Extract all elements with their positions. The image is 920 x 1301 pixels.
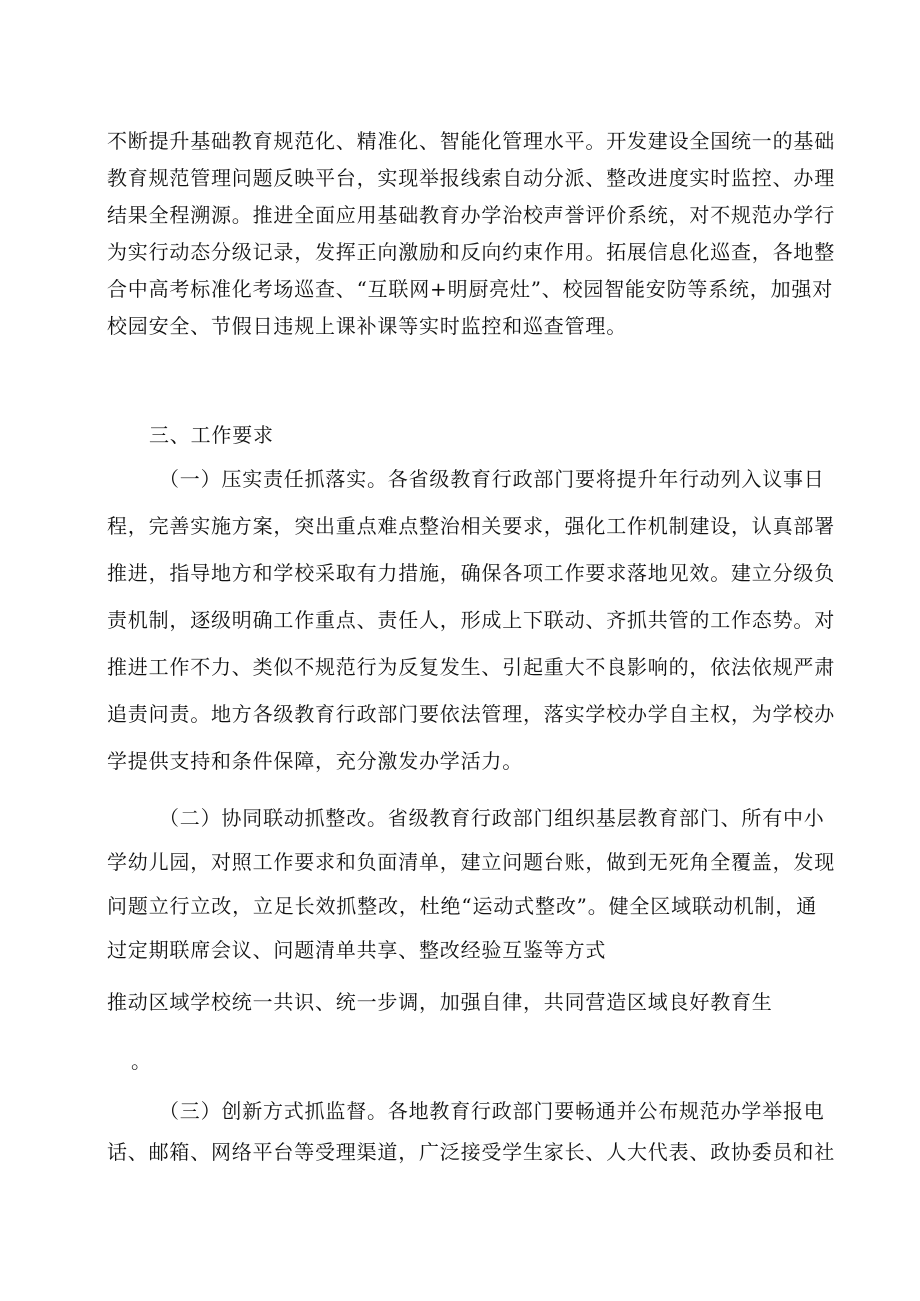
text-line: 学提供支持和条件保障，充分激发办学活力。	[107, 749, 523, 773]
text-line: 。	[131, 1049, 152, 1073]
text-line: 话、邮箱、网络平台等受理渠道，广泛接受学生家长、人大代表、政协委员和社	[107, 1140, 835, 1164]
text-line: 教育规范管理问题反映平台，实现举报线索自动分派、整改进度实时监控、办理	[107, 166, 835, 190]
text-line: 合中高考标准化考场巡查、“互联网+明厨亮灶”、校园智能安防等系统，加强对	[107, 277, 834, 301]
text-line: 推动区域学校统一共识、统一步调，加强自律，共同营造区域良好教育生	[107, 990, 773, 1014]
text-line: 为实行动态分级记录，发挥正向激励和反向约束作用。拓展信息化巡查，各地整	[107, 240, 835, 264]
heading-text: 三、工作要求	[149, 423, 274, 447]
text-line: 校园安全、节假日违规上课补课等实时监控和巡查管理。	[107, 314, 627, 338]
text-line: 不断提升基础教育规范化、精准化、智能化管理水平。开发建设全国统一的基础	[107, 129, 835, 153]
text-line: 过定期联席会议、问题清单共享、整改经验互鉴等方式	[107, 938, 607, 962]
text-line: （二）协同联动抓整改。省级教育行政部门组织基层教育部门、所有中小	[159, 806, 825, 830]
text-line: 追责问责。地方各级教育行政部门要依法管理，落实学校办学自主权，为学校办	[107, 702, 835, 726]
text-line: （一）压实责任抓落实。各省级教育行政部门要将提升年行动列入议事日	[159, 467, 825, 491]
text-line: 推进，指导地方和学校采取有力措施，确保各项工作要求落地见效。建立分级负	[107, 561, 835, 585]
text-line: 责机制，逐级明确工作重点、责任人，形成上下联动、齐抓共管的工作态势。对	[107, 608, 835, 632]
text-line: 程，完善实施方案，突出重点难点整治相关要求，强化工作机制建设，认真部署	[107, 514, 835, 538]
text-line: 问题立行立改，立足长效抓整改，杜绝“运动式整改”。健全区域联动机制，通	[107, 894, 817, 918]
text-line: （三）创新方式抓监督。各地教育行政部门要畅通并公布规范办学举报电	[159, 1099, 825, 1123]
text-line: 结果全程溯源。推进全面应用基础教育办学治校声誉评价系统，对不规范办学行	[107, 203, 835, 227]
text-line: 学幼儿园，对照工作要求和负面清单，建立问题台账，做到无死角全覆盖，发现	[107, 850, 835, 874]
text-line: 推进工作不力、类似不规范行为反复发生、引起重大不良影响的，依法依规严肃	[107, 655, 835, 679]
